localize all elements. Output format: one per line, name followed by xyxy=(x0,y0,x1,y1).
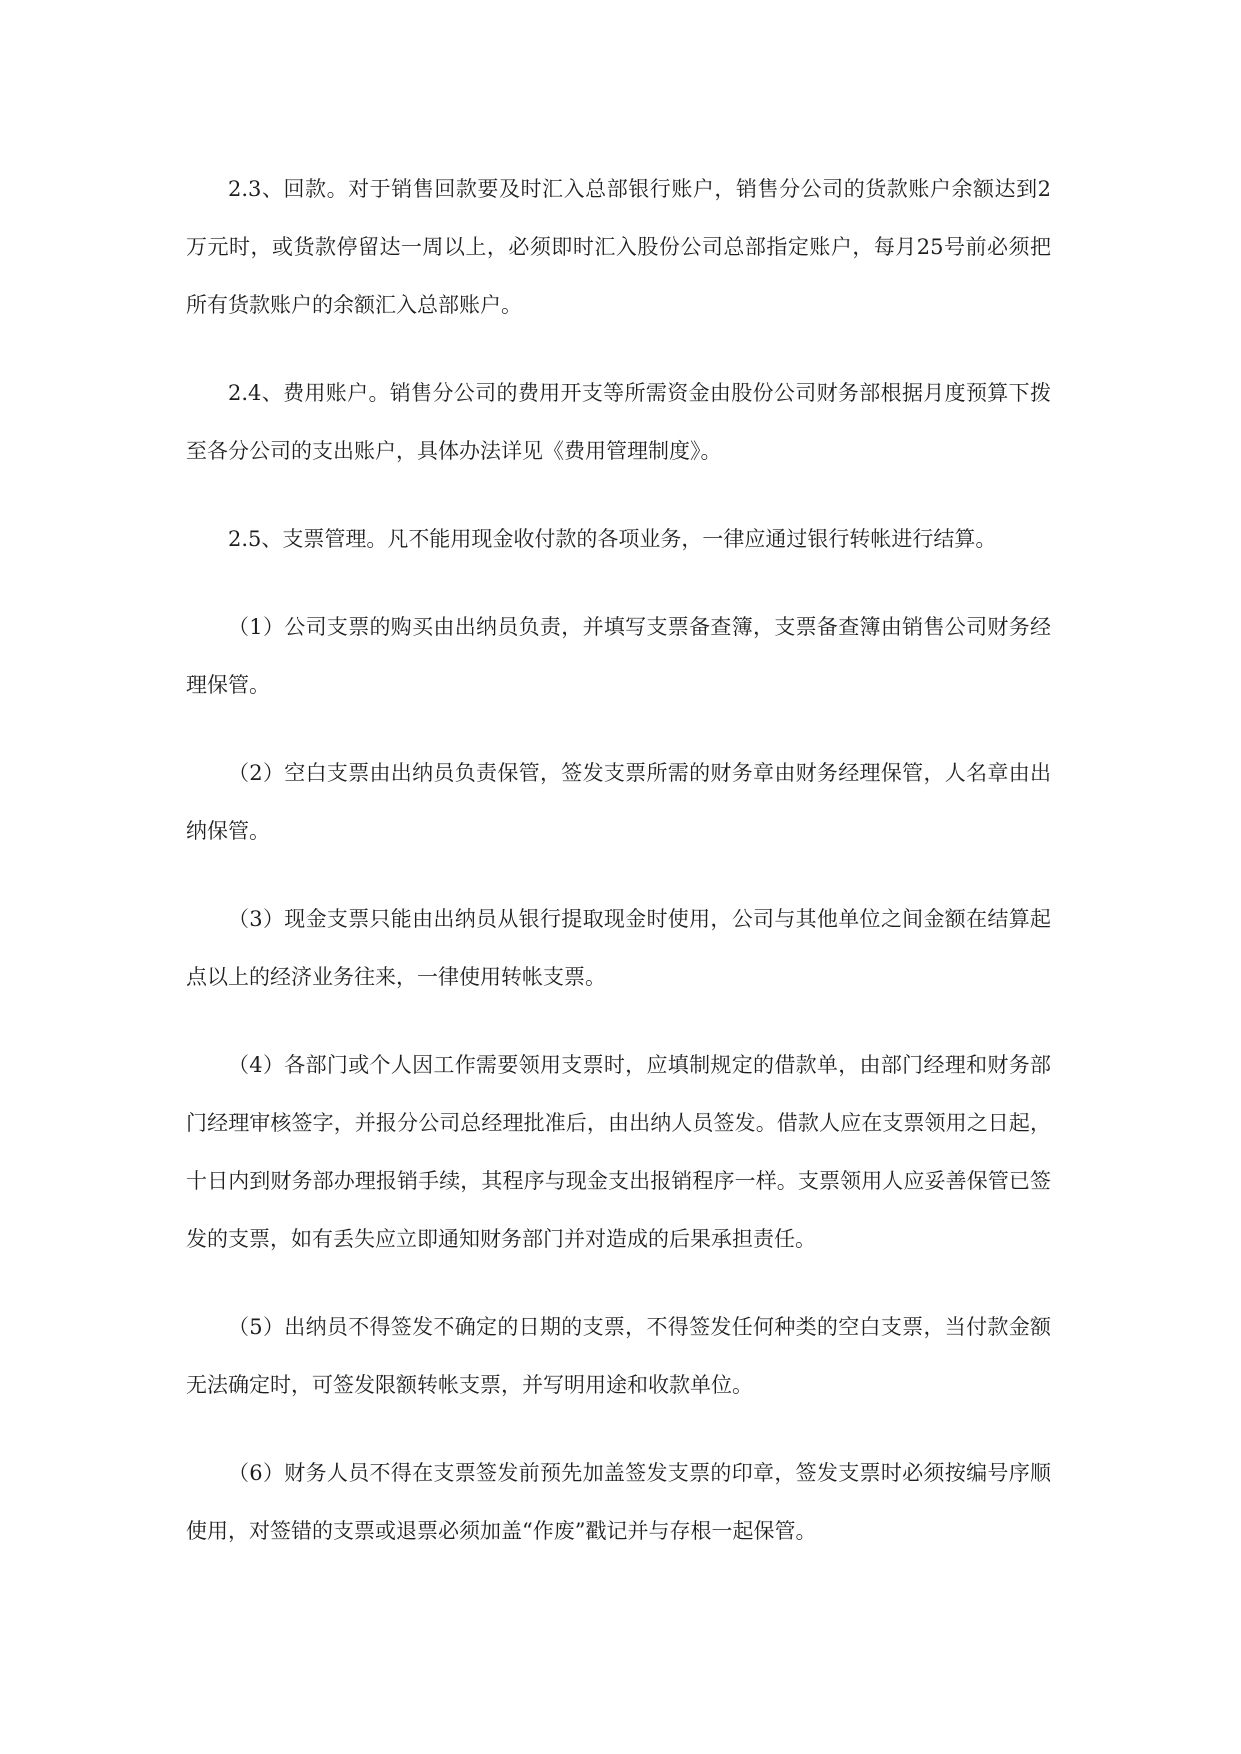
paragraph-2-5-check-management: 2.5、支票管理。凡不能用现金收付款的各项业务，一律应通过银行转帐进行结算。 xyxy=(228,527,997,551)
paragraph-2-4-expense-account: 2.4、费用账户。销售分公司的费用开支等所需资金由股份公司财务部根据月度预算下拨至各分公司的支出账户，具体办法详见《费用管理制度》。 xyxy=(186,381,1051,463)
paragraph-item-5: （5）出纳员不得签发不确定的日期的支票，不得签发任何种类的空白支票，当付款金额无法确定时，可签发限额转帐支票，并写明用途和收款单位。 xyxy=(186,1315,1051,1397)
paragraph-2-3-repayment: 2.3、回款。对于销售回款要及时汇入总部银行账户，销售分公司的货款账户余额达到2万元时，或货款停留达一周以上，必须即时汇入股份公司总部指定账户，每月25号前必须把所有货款账户的余额汇入总部账户。 xyxy=(186,177,1051,317)
paragraph-item-1: （1）公司支票的购买由出纳员负责，并填写支票备查簿，支票备查簿由销售公司财务经理保管。 xyxy=(186,615,1051,697)
paragraph-item-2: （2）空白支票由出纳员负责保管，签发支票所需的财务章由财务经理保管，人名章由出纳保管。 xyxy=(186,761,1051,843)
paragraph-item-6: （6）财务人员不得在支票签发前预先加盖签发支票的印章，签发支票时必须按编号序顺使用，对签错的支票或退票必须加盖“作废”戳记并与存根一起保管。 xyxy=(186,1461,1051,1543)
paragraph-item-3: （3）现金支票只能由出纳员从银行提取现金时使用，公司与其他单位之间金额在结算起点以上的经济业务往来，一律使用转帐支票。 xyxy=(186,907,1051,989)
paragraph-item-4: （4）各部门或个人因工作需要领用支票时，应填制规定的借款单，由部门经理和财务部门经理审核签字，并报分公司总经理批准后，由出纳人员签发。借款人应在支票领用之日起，十日内到财务部办理报销手续，其程序与现金支出报销程序一样。支票领用人应妥善保管已签发的支票，如有丢失应立即通知财务部门并对造成的后果承担责任。 xyxy=(186,1053,1051,1251)
document-body xyxy=(186,160,1051,1590)
